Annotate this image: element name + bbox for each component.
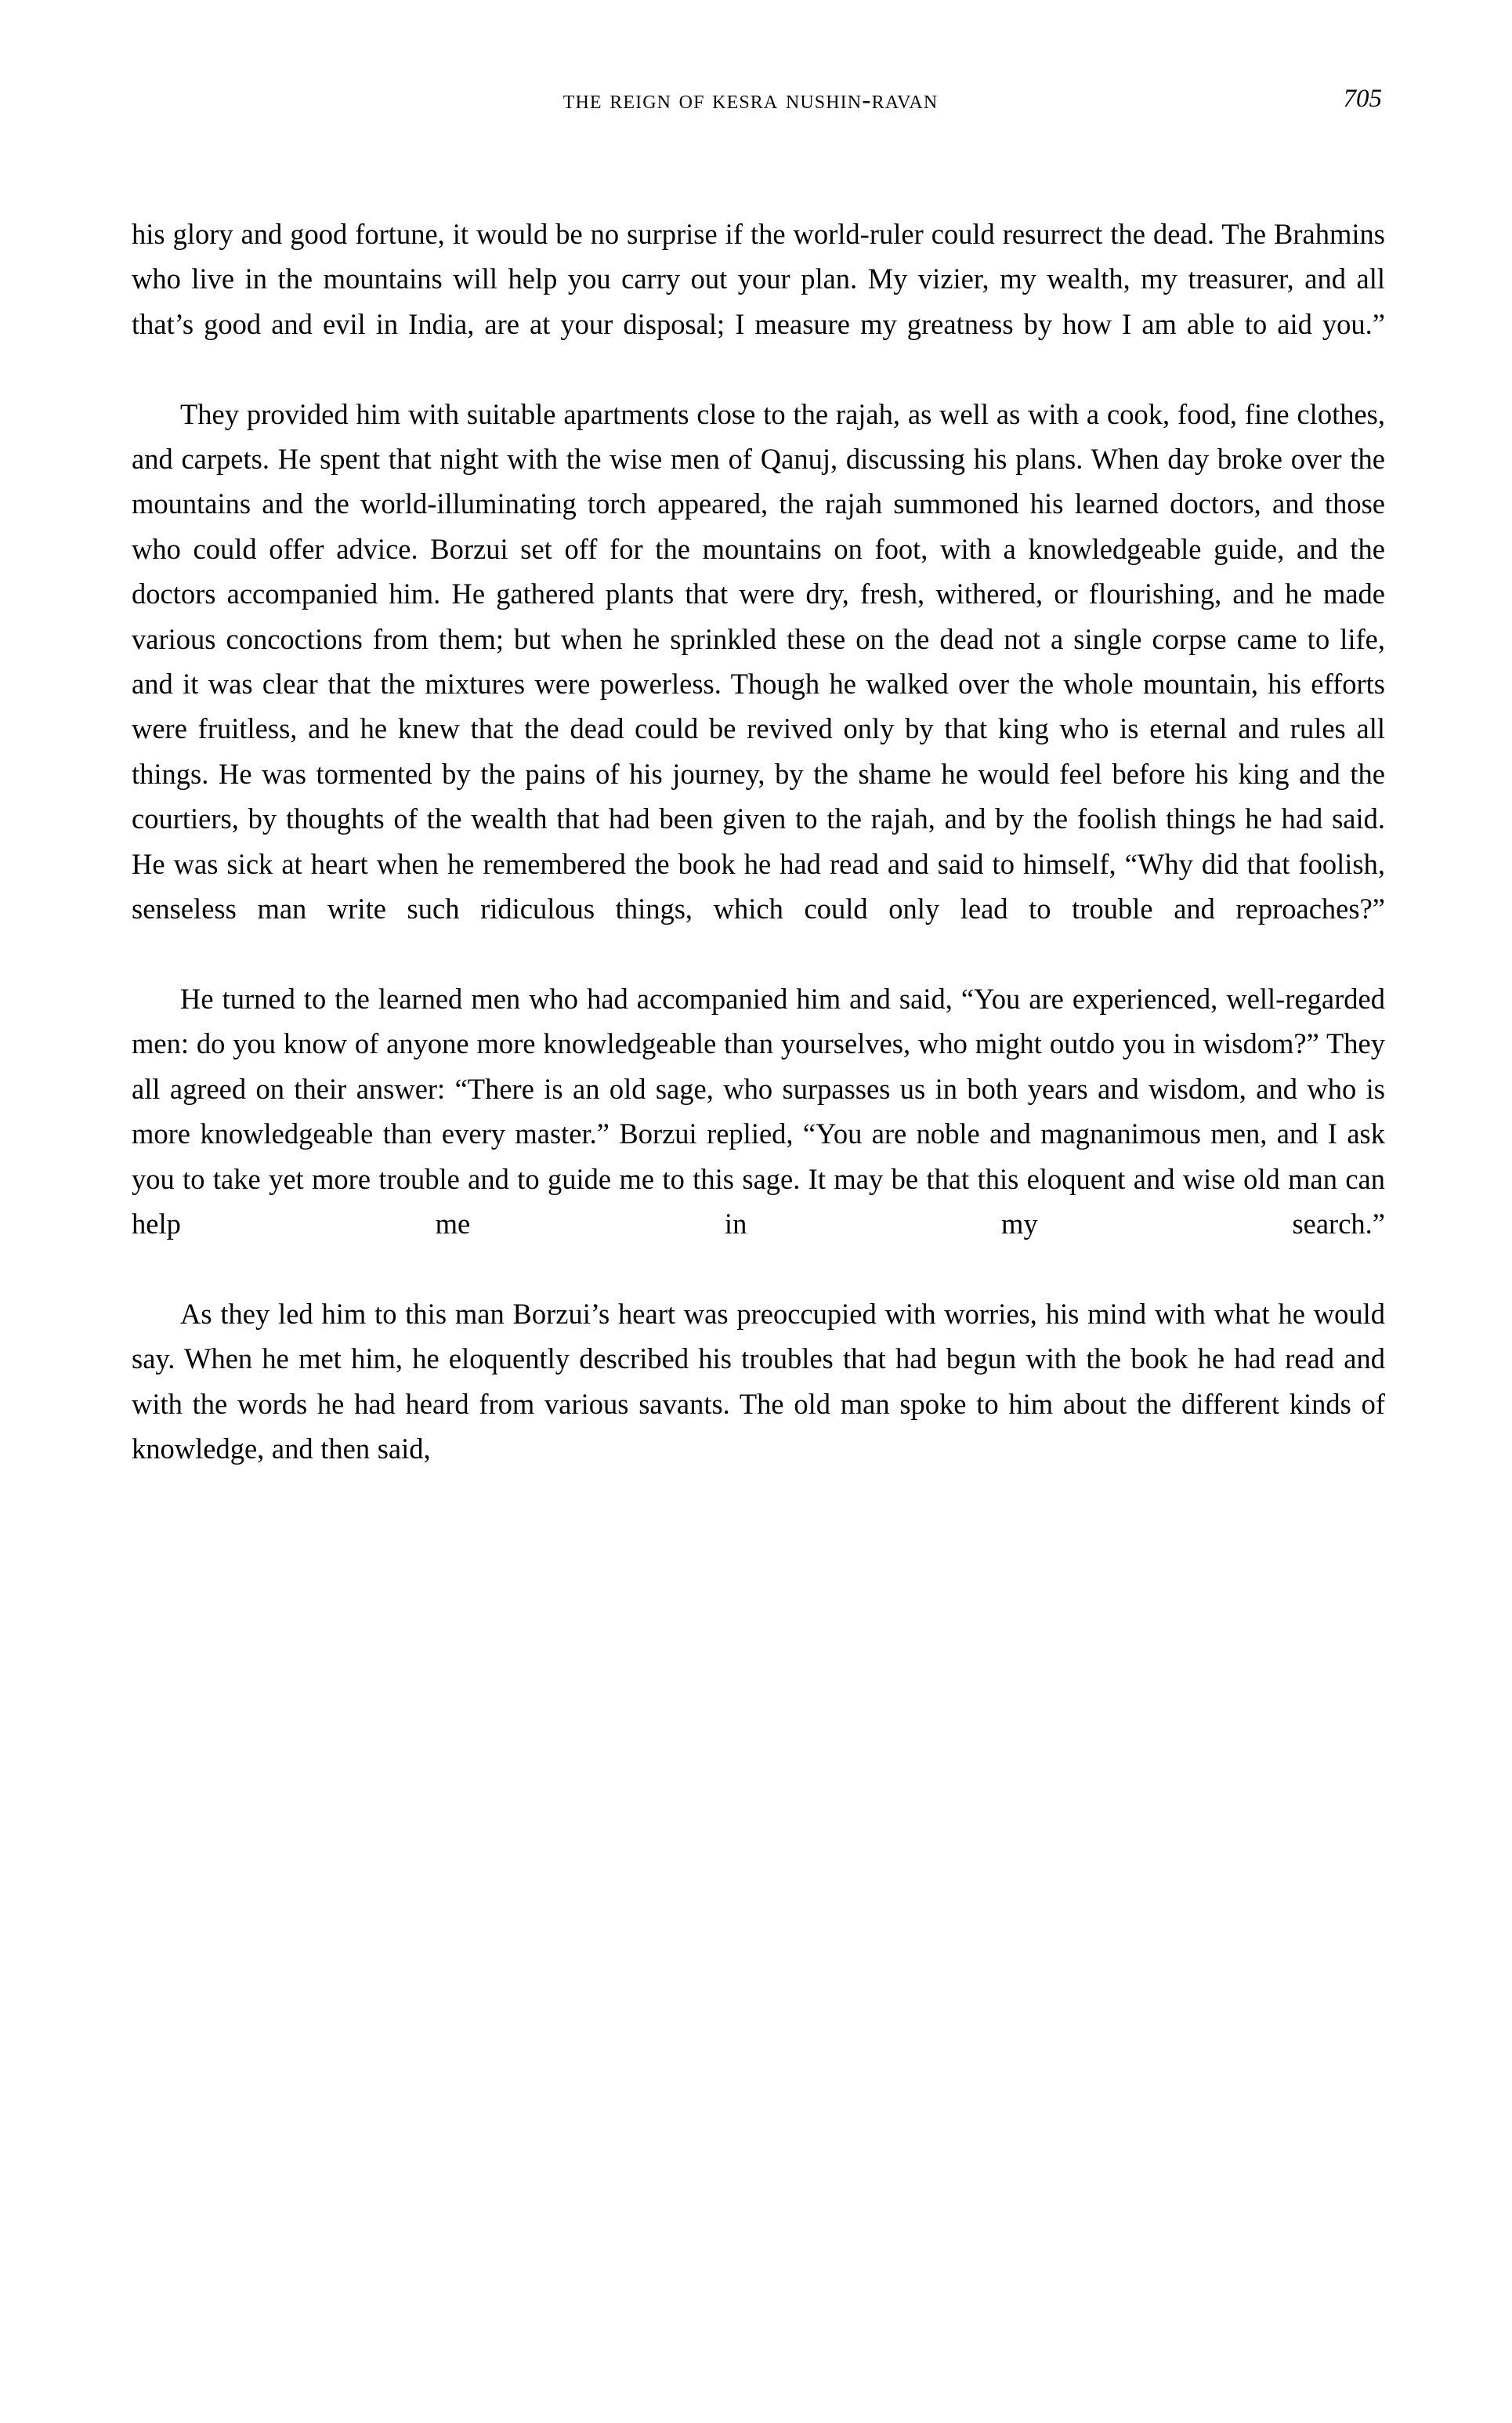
body-text-block [132,212,1385,1471]
running-head [132,85,1382,121]
paragraph: his glory and good fortune, it would be no surprise if the world-ruler could resurrect the dead. The Brahmins who live in the mountains will help you carry out your plan. My vizier, my wealth, my treasurer, and all that’s good and evil in India, are at your disposal; I measure my greatness by how I am able to aid you.” [132,218,1385,340]
page-number: 705 [1343,85,1382,113]
paragraph: He turned to the learned men who had accompanied him and said, “You are experienced, well-regarded men: do you know of anyone more knowledgeable than yourselves, who might outdo you in wisdom?” They all agreed on their answer: “There is an old sage, who surpasses us in both years and wisdom, and who is more knowledgeable than every master.” Borzui replied, “You are noble and magnanimous men, and I ask you to take yet more trouble and to guide me to this sage. It may be that this eloquent and wise old man can help me in my search.” [132,982,1385,1240]
paragraph: As they led him to this man Borzui’s heart was preoccupied with worries, his mind with what he would say. When he met him, he eloquently described his troubles that had begun with the book he had read and with the words he had heard from various savants. The old man spoke to him about the different kinds of knowledge, and then said, [132,1297,1385,1465]
paragraph: They provided him with suitable apartments close to the rajah, as well as with a cook, food, fine clothes, and carpets. He spent that night with the wise men of Qanuj, discussing his plans. When day broke over the mountains and the world-illuminating torch appeared, the rajah summoned his learned doctors, and those who could offer advice. Borzui set off for the mountains on foot, with a knowledgeable guide, and the doctors accompanied him. He gathered plants that were dry, fresh, withered, or flourishing, and he made various concoctions from them; but when he sprinkled these on the dead not a single corpse came to life, and it was clear that the mixtures were powerless. Though he walked over the whole mountain, his efforts were fruitless, and he knew that the dead could be revived only by that king who is eternal and rules all things. He was tormented by the pains of his journey, by the shame he would feel before his king and the courtiers, by thoughts of the wealth that had been given to the rajah, and by the foolish things he had said. He was sick at heart when he remembered the book he had read and said to himself, “Why did that foolish, senseless man write such ridiculous things, which could only lead to trouble and reproaches?” [132,397,1385,925]
running-head-title: the reign of kesra nushin-ravan [562,85,939,114]
